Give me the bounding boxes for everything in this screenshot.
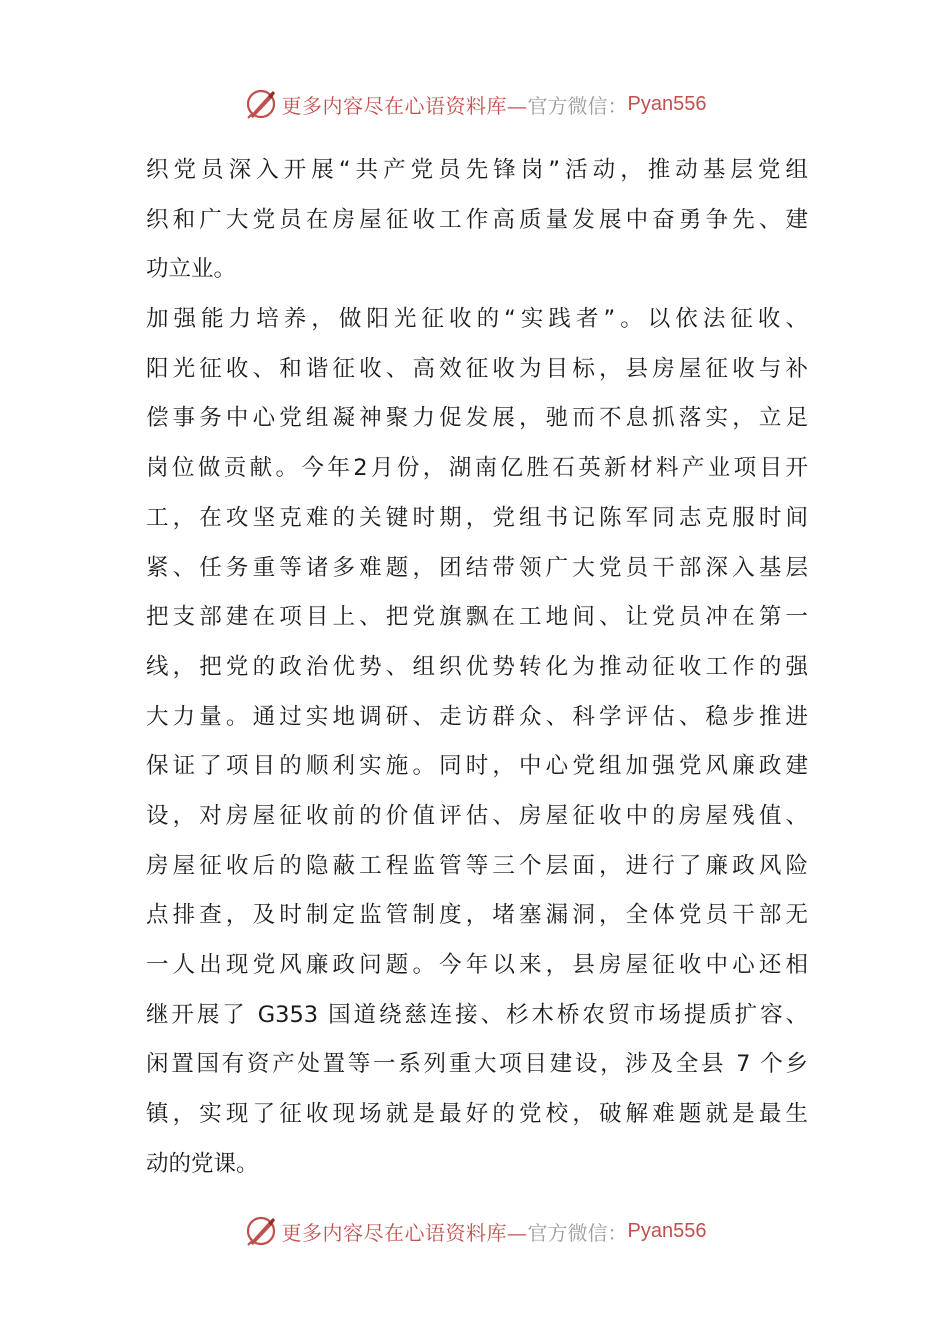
footer-watermark [0,1211,950,1251]
text-line: 设，对房屋征收前的价值评估、房屋征收中的房屋残值、 [146,802,808,829]
watermark-wechat-id: Pyan556 [627,92,707,115]
text-line: 点排查，及时制定监管制度，堵塞漏洞，全体党员干部无 [146,902,808,929]
text-line: 动的党课。 [146,1150,259,1177]
document-body [146,146,808,1189]
text-line: 一人出现党风廉政问题。今年以来，县房屋征收中心还相 [146,952,808,978]
text-line: 功立业。 [146,256,237,283]
pen-logo-icon [244,87,278,121]
pen-logo-icon [244,1214,278,1248]
text-line: 房屋征收后的隐蔽工程监管等三个层面，进行了廉政风险 [146,852,808,879]
watermark-text: 更多内容尽在心语资料库— [281,1220,528,1245]
text-line: 紧、任务重等诸多难题，团结带领广大党员干部深入基层 [146,554,808,581]
text-line: 工，在攻坚克难的关键时期，党组书记陈军同志克服时间 [146,504,808,531]
text-line: 加强能力培养，做阳光征收的“实践者”。以依法征收、 [146,306,808,333]
text-line: 大力量。通过实地调研、走访群众、科学评估、稳步推进 [146,703,808,730]
watermark-text: 更多内容尽在心语资料库— [281,93,528,118]
header-watermark [0,84,950,124]
text-line: 镇，实现了征收现场就是最好的党校，破解难题就是最生 [146,1101,808,1128]
watermark-contact-label: 官方微信： [527,93,628,118]
text-line: 偿事务中心党组凝神聚力促发展，驰而不息抓落实，立足 [146,405,808,432]
text-line: 织和广大党员在房屋征收工作高质量发展中奋勇争先、建 [146,206,808,233]
text-line: 岗位做贡献。今年2月份，湖南亿胜石英新材料产业项目开 [146,455,808,482]
text-line: 把支部建在项目上、把党旗飘在工地间、让党员冲在第一 [146,604,808,631]
text-line: 保证了项目的顺利实施。同时，中心党组加强党风廉政建 [146,753,808,780]
watermark-contact-label: 官方微信： [527,1220,628,1245]
text-line: 线，把党的政治优势、组织优势转化为推动征收工作的强 [146,653,808,680]
watermark-wechat-id: Pyan556 [627,1219,707,1242]
text-line: 继开展了 G353 国道绕慈连接、杉木桥农贸市场提质扩容、 [146,1001,808,1028]
text-line: 闲置国有资产处置等一系列重大项目建设，涉及全县 7 个乡 [146,1051,808,1078]
text-line: 阳光征收、和谐征收、高效征收为目标，县房屋征收与补 [146,355,808,382]
text-line: 织党员深入开展“共产党员先锋岗”活动，推动基层党组 [146,157,808,183]
